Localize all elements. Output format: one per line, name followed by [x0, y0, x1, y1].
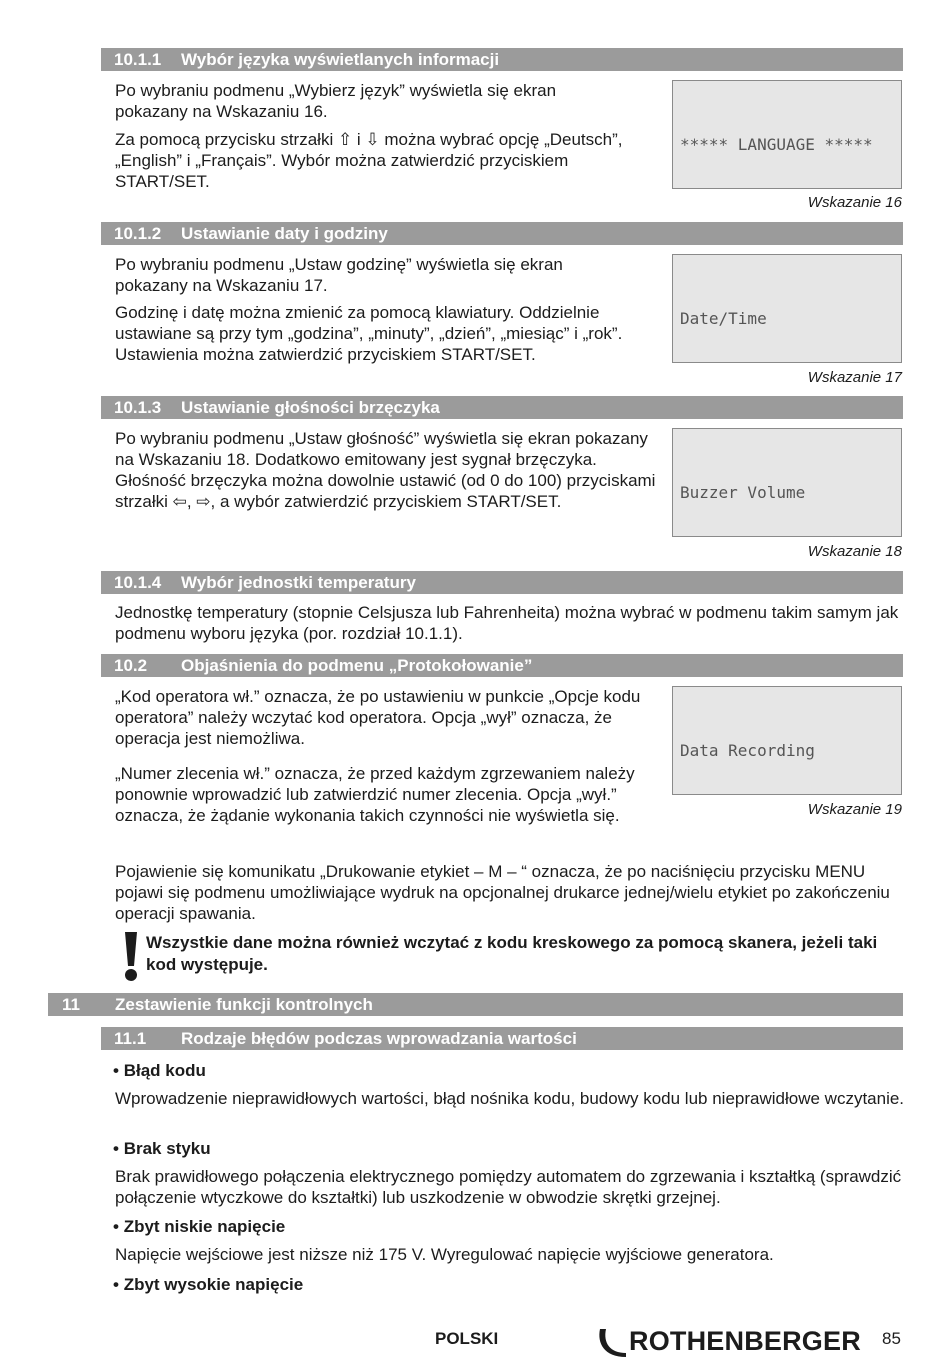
- lcd-line: ***** LANGUAGE *****: [680, 135, 873, 154]
- logo-swoosh-icon: [596, 1323, 630, 1361]
- item-title: Zbyt niskie napięcie: [123, 1217, 286, 1236]
- section-number: 10.2: [114, 656, 148, 675]
- paragraph: Godzinę i datę można zmienić za pomocą klawiatury. Oddzielnie ustawiane są przy tym „godzina”, „minuty”, „dzień”, „miesiąc” i „rok”. Ustawienia można zatwierdzić przyciskiem START/SET.: [115, 303, 623, 364]
- section-number: 11: [62, 995, 80, 1014]
- figure-caption: Wskazanie 17: [807, 369, 902, 386]
- paragraph: Jednostkę temperatury (stopnie Celsjusza lub Fahrenheita) można wybrać w podmenu takim samym jak podmenu wyboru języka (por. rozdział 10.1.1).: [115, 603, 899, 643]
- lcd-line: [680, 738, 901, 763]
- section-title: Rodzaje błędów podczas wprowadzania wartości: [181, 1029, 577, 1048]
- list-item-title: • Zbyt wysokie napięcie: [113, 1275, 304, 1294]
- footer-language: POLSKI: [435, 1329, 499, 1348]
- section-title: Ustawianie głośności brzęczyka: [181, 398, 440, 417]
- lcd-line: Date/Time: [680, 309, 767, 328]
- section-header-10-1-4: [101, 571, 903, 594]
- paragraph: „Kod operatora wł.” oznacza, że po ustawieniu w punkcie „Opcje kodu operatora” należy wczytać kod operatora. Opcja „wył” oznacza, że operacja jest niemożliwa.: [115, 687, 641, 748]
- lcd-display-datetime: [672, 254, 902, 363]
- section-header-10-1-2: [101, 222, 903, 245]
- section-title: Wybór jednostki temperatury: [181, 573, 416, 592]
- figure-caption: Wskazanie 19: [807, 801, 902, 818]
- brand-logo: [596, 1323, 861, 1361]
- list-item-text: Napięcie wejściowe jest niższe niż 175 V. Wyregulować napięcie wyjściowe generatora.: [115, 1245, 774, 1264]
- section-number: 10.1.1: [114, 50, 162, 69]
- paragraph: Po wybraniu podmenu „Ustaw godzinę” wyświetla się ekran pokazany na Wskazaniu 17.: [115, 255, 563, 295]
- figure-caption: Wskazanie 16: [807, 194, 902, 211]
- paragraph: Za pomocą przycisku strzałki ⇧ i ⇩ można wybrać opcję „Deutsch”, „English” i „Français”. Wybór można zatwierdzić przyciskiem START/SET.: [115, 130, 623, 191]
- item-title: Zbyt wysokie napięcie: [123, 1275, 304, 1294]
- section-title: Objaśnienia do podmenu „Protokołowanie”: [181, 656, 533, 675]
- item-title: Błąd kodu: [123, 1061, 206, 1080]
- section-number: 11.1: [114, 1029, 147, 1048]
- page-number: 85: [882, 1329, 901, 1348]
- list-item-title: • Brak styku: [113, 1139, 211, 1158]
- section-title: Zestawienie funkcji kontrolnych: [115, 995, 373, 1014]
- section-title: Ustawianie daty i godziny: [181, 224, 388, 243]
- lcd-display-language: [672, 80, 902, 189]
- paragraph: Po wybraniu podmenu „Wybierz język” wyświetla się ekran pokazany na Wskazaniu 16.: [115, 81, 557, 121]
- warning-note: Wszystkie dane można również wczytać z kodu kreskowego za pomocą skanera, jeżeli taki kod występuje.: [146, 933, 878, 974]
- section-number: 10.1.2: [114, 224, 162, 243]
- list-item-title: • Zbyt niskie napięcie: [113, 1217, 286, 1236]
- lcd-display-data-recording: [672, 686, 902, 795]
- item-title: Brak styku: [123, 1139, 211, 1158]
- list-item-text: Wprowadzenie nieprawidłowych wartości, błąd nośnika kodu, budowy kodu lub nieprawidłowe wczytanie.: [115, 1089, 905, 1108]
- section-number: 10.1.4: [114, 573, 162, 592]
- list-item-title: • Błąd kodu: [113, 1061, 206, 1080]
- list-item-text: Brak prawidłowego połączenia elektrycznego pomiędzy automatem do zgrzewania i kształtką (sprawdzić połączenie wtyczkowe do kształtki) lub uszkodzenie w obwodzie skrętki grzejnej.: [115, 1167, 902, 1207]
- paragraph: Pojawienie się komunikatu „Drukowanie etykiet – M – “ oznacza, że po naciśnięciu przycisku MENU pojawi się podmenu umożliwiające wydruk na opcjonalnej drukarce jednej/wielu etykiet po zakończeniu operacji spawania.: [115, 862, 890, 923]
- section-header-11: [48, 993, 903, 1016]
- section-title: Wybór języka wyświetlanych informacji: [181, 50, 500, 69]
- section-header-10-1-1: [101, 48, 903, 71]
- section-header-10-1-3: [101, 396, 903, 419]
- section-header-10-2: [101, 654, 903, 677]
- brand-name: ROTHENBERGER: [629, 1326, 861, 1356]
- lcd-line: Buzzer Volume: [680, 483, 806, 502]
- paragraph: Po wybraniu podmenu „Ustaw głośność” wyświetla się ekran pokazany na Wskazaniu 18. Dodatkowo emitowany jest sygnał brzęczyka. Głośność brzęczyka można dowolnie ustawić (od 0 do 100) przyciskami strzałki ⇦, ⇨, a wybór zatwierdzić przyciskiem START/SET.: [115, 429, 656, 511]
- figure-caption: Wskazanie 18: [807, 543, 902, 560]
- exclamation-icon: [118, 930, 144, 982]
- lcd-display-buzzer: [672, 428, 902, 537]
- lcd-label: Data Recording: [680, 741, 815, 760]
- section-number: 10.1.3: [114, 398, 162, 417]
- paragraph: „Numer zlecenia wł.” oznacza, że przed każdym zgrzewaniem należy ponownie wprowadzić lub zatwierdzić numer zlecenia. Opcja „wył.” oznacza, że żądanie wykonania takich czynności nie wyświetla się.: [115, 764, 635, 825]
- section-header-11-1: [101, 1027, 903, 1050]
